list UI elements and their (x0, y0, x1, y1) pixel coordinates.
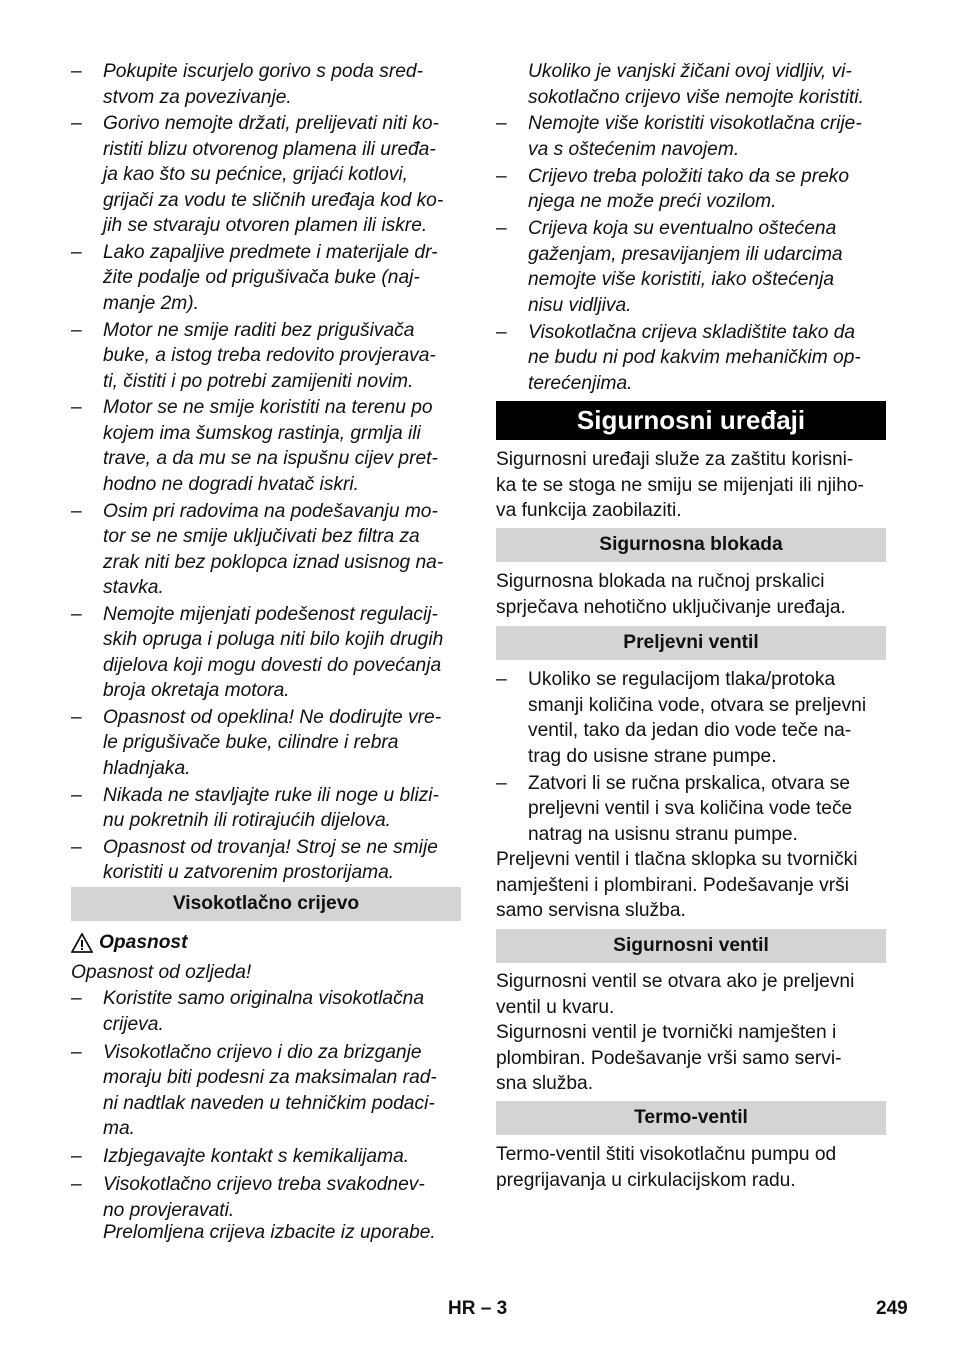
bullet-text-line: Pokupite iscurjelo gorivo s poda sred- (103, 61, 423, 82)
bullet-text-line: Opasnost od trovanja! Stroj se ne smije (103, 836, 438, 858)
bullet-text-line: smanji količina vode, otvara se preljevni (528, 694, 867, 716)
bullet-dash: – (496, 669, 507, 690)
bullet-text-line: Koristite samo originalna visokotlačna (103, 988, 425, 1009)
bullet-dash: – (71, 603, 82, 625)
bullet-text-line: Nemojte mijenjati podešenost regulacij- (103, 603, 438, 625)
bullet-text-line: Motor ne smije raditi bez prigušivača (103, 319, 415, 341)
bullet-text-line: Lako zapaljive predmete i materijale dr- (103, 241, 438, 263)
paragraph-line: Sigurnosni uređaji služe za zaštitu korisni- (496, 449, 854, 470)
section-heading-hose: Visokotlačno crijevo (71, 887, 461, 921)
bullet-text-line: broja okretaja motora. (103, 680, 290, 702)
bullet-text-line: skih opruga i poluga niti bilo kojih drugih (103, 629, 444, 651)
bullet-dash: – (71, 1041, 82, 1063)
paragraph-line: Ukoliko je vanjski žičani ovoj vidljiv, vi- (528, 61, 852, 82)
bullet-text-line: natrag na usisnu stranu pumpe. (528, 823, 798, 845)
bullet-text-line: žite podalje od prigušivača buke (naj- (103, 267, 420, 289)
bullet-text-line: njega ne može preći vozilom. (528, 191, 777, 212)
bullet-dash: – (71, 61, 82, 82)
paragraph-line: samo servisna služba. (496, 900, 686, 921)
bullet-text-line: koristiti u zatvorenim prostorijama. (103, 862, 395, 884)
section-heading-lock: Sigurnosna blokada (496, 528, 886, 562)
paragraph-line: ka te se stoga ne smiju se mijenjati ili njiho- (496, 474, 864, 496)
bullet-dash: – (71, 241, 82, 263)
bullet-text-line: Visokotlačna crijeva skladištite tako da (528, 321, 856, 343)
bullet-text-line: Zatvori li se ručna prskalica, otvara se (528, 772, 851, 794)
bullet-text-line: Ukoliko se regulacijom tlaka/protoka (528, 669, 836, 690)
bullet-text-line: Motor se ne smije koristiti na terenu po (103, 397, 433, 419)
bullet-text-line: trag do usisne strane pumpe. (528, 745, 777, 767)
bullet-dash: – (71, 500, 82, 522)
bullet-text-line: Nemojte više koristiti visokotlačna crije- (528, 113, 862, 134)
bullet-text-line: zrak niti bez poklopca iznad usisnog na- (103, 551, 444, 573)
section-heading-overflow: Preljevni ventil (496, 626, 886, 660)
bullet-text-line: Visokotlačno crijevo i dio za brizganje (103, 1041, 422, 1063)
bullet-text-line: nu pokretnih ili rotirajućih dijelova. (103, 810, 391, 832)
bullet-text-line: ventil, tako da jedan dio vode teče na- (528, 720, 852, 741)
bullet-text-line: Crijevo treba položiti tako da se preko (528, 165, 850, 187)
hose-continuation-text: Prelomljena crijeva izbacite iz uporabe. (103, 1222, 436, 1243)
bullet-text-line: crijeva. (103, 1013, 164, 1035)
paragraph-line: sprječava nehotično uključivanje uređaja. (496, 596, 846, 618)
bullet-dash: – (71, 397, 82, 419)
section-title-safety-devices: Sigurnosni uređaji (496, 401, 886, 440)
bullet-text-line: buke, a istog treba redovito provjerava- (103, 345, 436, 367)
footer-page-number: 249 (876, 1298, 908, 1319)
bullet-text-line: dijelova koji mogu dovesti do povećanja (103, 654, 442, 676)
bullet-text-line: no provjeravati. (103, 1199, 235, 1221)
bullet-text-line: Nikada ne stavljajte ruke ili noge u blizi- (103, 784, 439, 806)
bullet-dash: – (71, 706, 82, 728)
paragraph-line: plombiran. Podešavanje vrši samo servi- (496, 1047, 842, 1069)
paragraph-line: ventil u kvaru. (496, 996, 615, 1018)
bullet-dash: – (71, 1174, 82, 1195)
bullet-text-line: stavka. (103, 577, 164, 598)
bullet-dash: – (496, 218, 507, 239)
bullet-text-line: kojem ima šumskog rastinja, grmlja ili (103, 422, 421, 444)
bullet-text-line: va s oštećenim navojem. (528, 138, 740, 160)
bullet-text-line: gaženjam, presavijanjem ili udarcima (528, 243, 843, 265)
bullet-text-line: Visokotlačno crijevo treba svakodnev- (103, 1174, 425, 1195)
bullet-dash: – (71, 836, 82, 858)
danger-text: Opasnost od ozljeda! (71, 962, 252, 983)
bullet-text-line: Gorivo nemojte držati, prelijevati niti ko- (103, 113, 439, 135)
bullet-text-line: Izbjegavajte kontakt s kemikalijama. (103, 1146, 410, 1167)
danger-notice (71, 932, 188, 954)
bullet-dash: – (496, 321, 507, 343)
paragraph-line: Sigurnosna blokada na ručnoj prskalici (496, 571, 825, 592)
bullet-text-line: jih se stvaraju otvoren plamen ili iskre. (103, 215, 428, 237)
bullet-text-line: hladnjaka. (103, 757, 191, 779)
bullet-text-line: nisu vidljiva. (528, 294, 632, 316)
bullet-dash: – (71, 319, 82, 341)
paragraph-line: Preljevni ventil i tlačna sklopka su tvornički (496, 849, 858, 870)
bullet-text-line: terećenjima. (528, 372, 633, 394)
footer-language-section: HR – 3 (448, 1298, 508, 1319)
bullet-text-line: ni nadtlak naveden u tehničkim podaci- (103, 1092, 435, 1114)
bullet-text-line: trave, a da mu se na ispušnu cijev pret- (103, 448, 438, 470)
section-heading-safety-valve: Sigurnosni ventil (496, 929, 886, 963)
bullet-dash: – (496, 165, 507, 187)
bullet-text-line: ti, čistiti i po potrebi zamijeniti novim. (103, 370, 414, 392)
paragraph-line: Termo-ventil štiti visokotlačnu pumpu od (496, 1144, 837, 1165)
paragraph-line: va funkcija zaobilaziti. (496, 500, 682, 521)
bullet-text-line: manje 2m). (103, 292, 199, 314)
bullet-text-line: ma. (103, 1118, 135, 1139)
bullet-text-line: ne budu ni pod kakvim mehaničkim op- (528, 347, 861, 368)
bullet-text-line: hodno ne dogradi hvatač iskri. (103, 473, 359, 495)
paragraph-line: pregrijavanja u cirkulacijskom radu. (496, 1169, 796, 1191)
section-heading-thermo: Termo-ventil (496, 1101, 886, 1135)
bullet-text-line: tor se ne smije uključivati bez filtra za (103, 526, 420, 547)
danger-label: Opasnost (99, 932, 188, 953)
bullet-text-line: Osim pri radovima na podešavanju mo- (103, 500, 438, 522)
bullet-text-line: ja kao što su pećnice, grijaći kotlovi, (103, 164, 409, 186)
bullet-text-line: moraju biti podesni za maksimalan rad- (103, 1067, 437, 1088)
bullet-dash: – (71, 784, 82, 806)
bullet-text-line: Crijeva koja su eventualno oštećena (528, 218, 837, 239)
paragraph-line: sokotlačno crijevo više nemojte koristiti. (528, 86, 864, 108)
bullet-dash: – (496, 772, 507, 794)
bullet-dash: – (71, 1146, 82, 1167)
bullet-dash: – (71, 113, 82, 135)
paragraph-line: namješteni i plombirani. Podešavanje vrši (496, 874, 850, 896)
bullet-text-line: preljevni ventil i sva količina vode teče (528, 798, 853, 819)
bullet-text-line: le prigušivače buke, cilindre i rebra (103, 732, 399, 754)
bullet-text-line: grijači za vodu te sličnih uređaja kod ko- (103, 189, 444, 211)
bullet-text-line: Opasnost od opeklina! Ne dodirujte vre- (103, 706, 442, 728)
paragraph-line: Sigurnosni ventil se otvara ako je preljevni (496, 971, 855, 992)
bullet-text-line: nemojte više koristiti, iako oštećenja (528, 269, 835, 290)
bullet-text-line: stvom za povezivanje. (103, 86, 292, 108)
bullet-dash: – (496, 113, 507, 134)
warning-triangle-icon (71, 933, 93, 953)
paragraph-line: Sigurnosni ventil je tvornički namješten i (496, 1022, 837, 1043)
bullet-text-line: ristiti blizu otvorenog plamena ili uređa- (103, 138, 436, 160)
paragraph-line: sna služba. (496, 1073, 594, 1094)
bullet-dash: – (71, 988, 82, 1009)
